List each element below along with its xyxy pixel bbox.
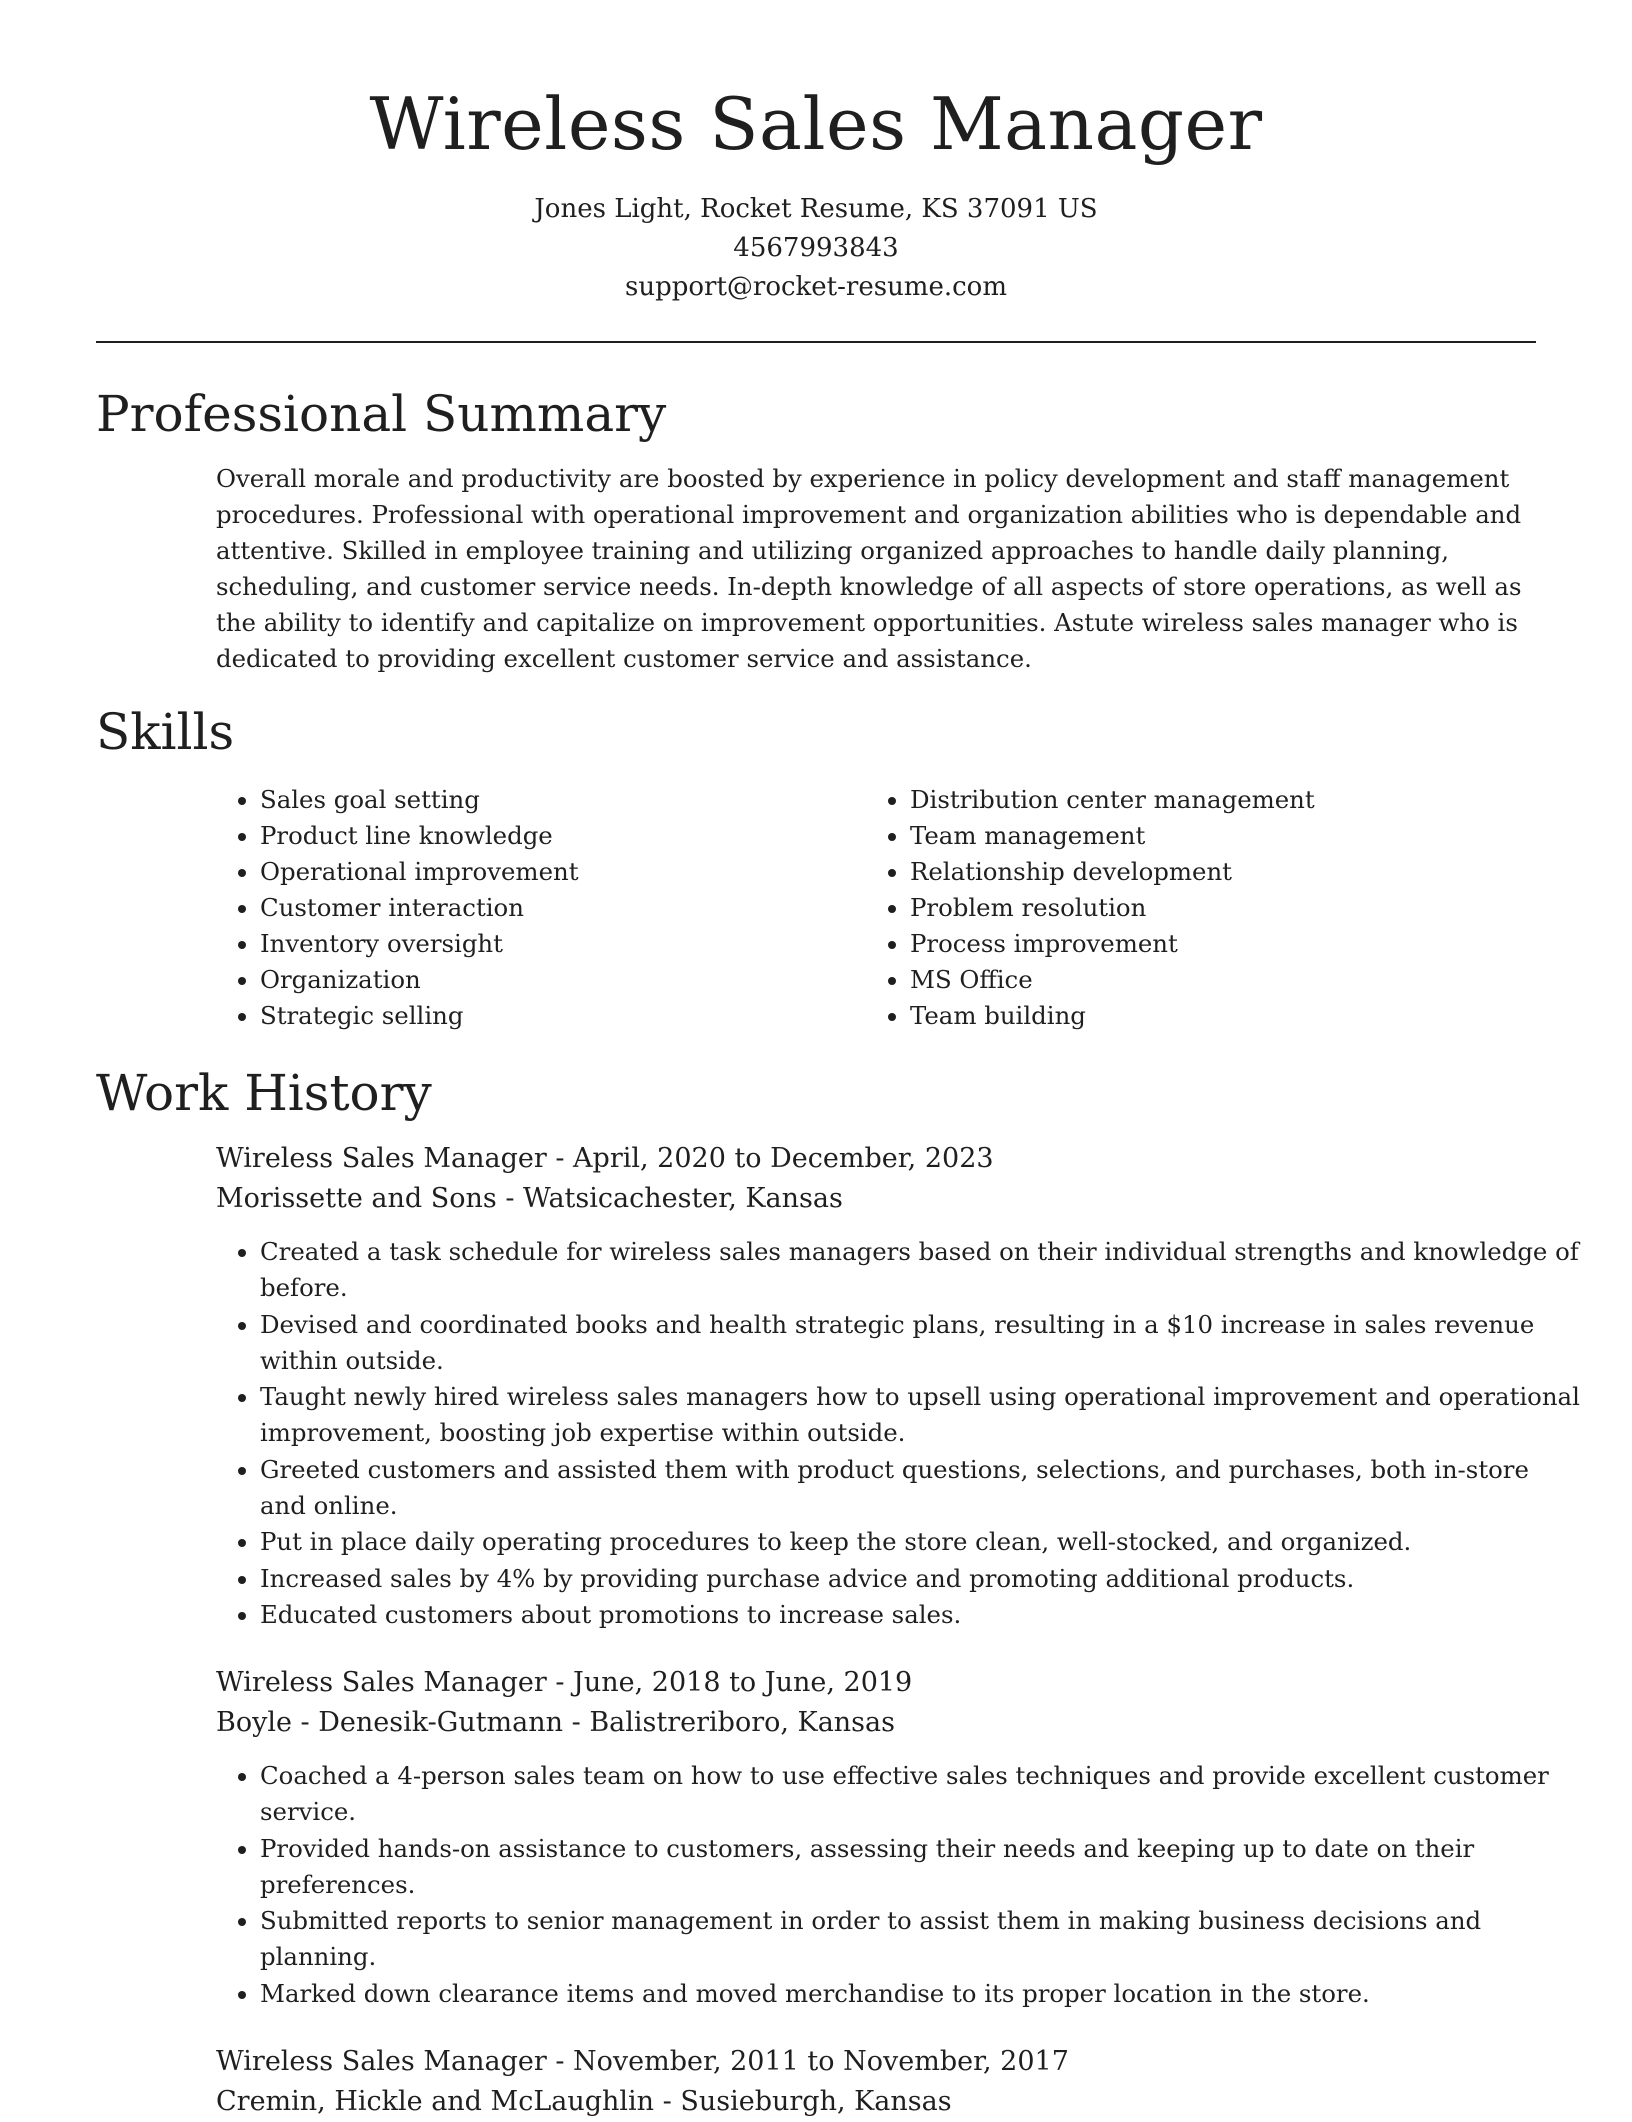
- job-duty: • Marked down clearance items and moved merchandise to its proper location in the store.: [260, 1976, 1580, 2012]
- skill-item: • Process improvement: [910, 926, 1580, 962]
- job-duties-list: [216, 1234, 1580, 1633]
- skill-item: • Relationship development: [910, 854, 1580, 890]
- job-duty: • Provided hands-on assistance to customers, assessing their needs and keeping up to date on their preferences.: [260, 1831, 1580, 1904]
- skill-item: • MS Office: [910, 962, 1580, 998]
- summary-text: Overall morale and productivity are boosted by experience in policy development and staff management procedures. Professional with operational improvement and organization abilities who is dependable and attentive. Skilled in employee training and utilizing organized approaches to handle daily planning, scheduling, and customer service needs. In-depth knowledge of all aspects of store operations, as well as the ability to identify and capitalize on improvement opportunities. Astute wireless sales manager who is dedicated to providing excellent customer service and assistance.: [216, 464, 1522, 673]
- skill-item: • Inventory oversight: [260, 926, 880, 962]
- job-company-line: Boyle - Denesik-Gutmann - Balistreriboro, Kansas: [216, 1707, 895, 1738]
- summary-heading: Professional Summary: [96, 385, 667, 443]
- job-duty: • Greeted customers and assisted them with product questions, selections, and purchases, both in-store and online.: [260, 1452, 1580, 1525]
- contact-phone: 4567993843: [733, 233, 899, 263]
- skills-list-right: [866, 782, 1580, 1034]
- contact-address: Jones Light, Rocket Resume, KS 37091 US: [534, 194, 1098, 224]
- job-company-line: Cremin, Hickle and McLaughlin - Susieburgh, Kansas: [216, 2086, 952, 2117]
- job-duty: • Increased sales by 4% by providing purchase advice and promoting additional products.: [260, 1561, 1580, 1597]
- contact-email: support@rocket-resume.com: [624, 272, 1007, 302]
- job-duty: • Put in place daily operating procedures to keep the store clean, well-stocked, and organized.: [260, 1524, 1580, 1560]
- job-title-line: Wireless Sales Manager - April, 2020 to December, 2023: [216, 1143, 994, 1174]
- job-duty: • Submitted reports to senior management in order to assist them in making business decisions and planning.: [260, 1903, 1580, 1976]
- skill-item: • Organization: [260, 962, 880, 998]
- skills-heading: Skills: [96, 703, 235, 761]
- skill-item: • Strategic selling: [260, 998, 880, 1034]
- skill-item: • Operational improvement: [260, 854, 880, 890]
- candidate-name: Wireless Sales Manager: [369, 82, 1263, 166]
- job-duty: • Coached a 4-person sales team on how to use effective sales techniques and provide excellent customer service.: [260, 1758, 1580, 1831]
- header-divider: [96, 341, 1536, 343]
- job-duty: • Created a task schedule for wireless sales managers based on their individual strengths and knowledge of before.: [260, 1234, 1580, 1307]
- skill-item: • Sales goal setting: [260, 782, 880, 818]
- job-duties-list: [216, 1758, 1580, 2012]
- job-duty: • Taught newly hired wireless sales managers how to upsell using operational improvement and operational improvement, boosting job expertise within outside.: [260, 1379, 1580, 1452]
- job-title-line: Wireless Sales Manager - June, 2018 to June, 2019: [216, 1667, 913, 1698]
- skill-item: • Customer interaction: [260, 890, 880, 926]
- job-duty: • Educated customers about promotions to increase sales.: [260, 1597, 1580, 1633]
- job-duty: • Devised and coordinated books and health strategic plans, resulting in a $10 increase in sales revenue within outside.: [260, 1307, 1580, 1380]
- job-company-line: Morissette and Sons - Watsicachester, Kansas: [216, 1183, 843, 1214]
- work-history-heading: Work History: [96, 1064, 432, 1122]
- job-title-line: Wireless Sales Manager - November, 2011 to November, 2017: [216, 2046, 1069, 2077]
- skills-list-left: [216, 782, 880, 1034]
- skill-item: • Team management: [910, 818, 1580, 854]
- skill-item: • Distribution center management: [910, 782, 1580, 818]
- skill-item: • Team building: [910, 998, 1580, 1034]
- skill-item: • Problem resolution: [910, 890, 1580, 926]
- skill-item: • Product line knowledge: [260, 818, 880, 854]
